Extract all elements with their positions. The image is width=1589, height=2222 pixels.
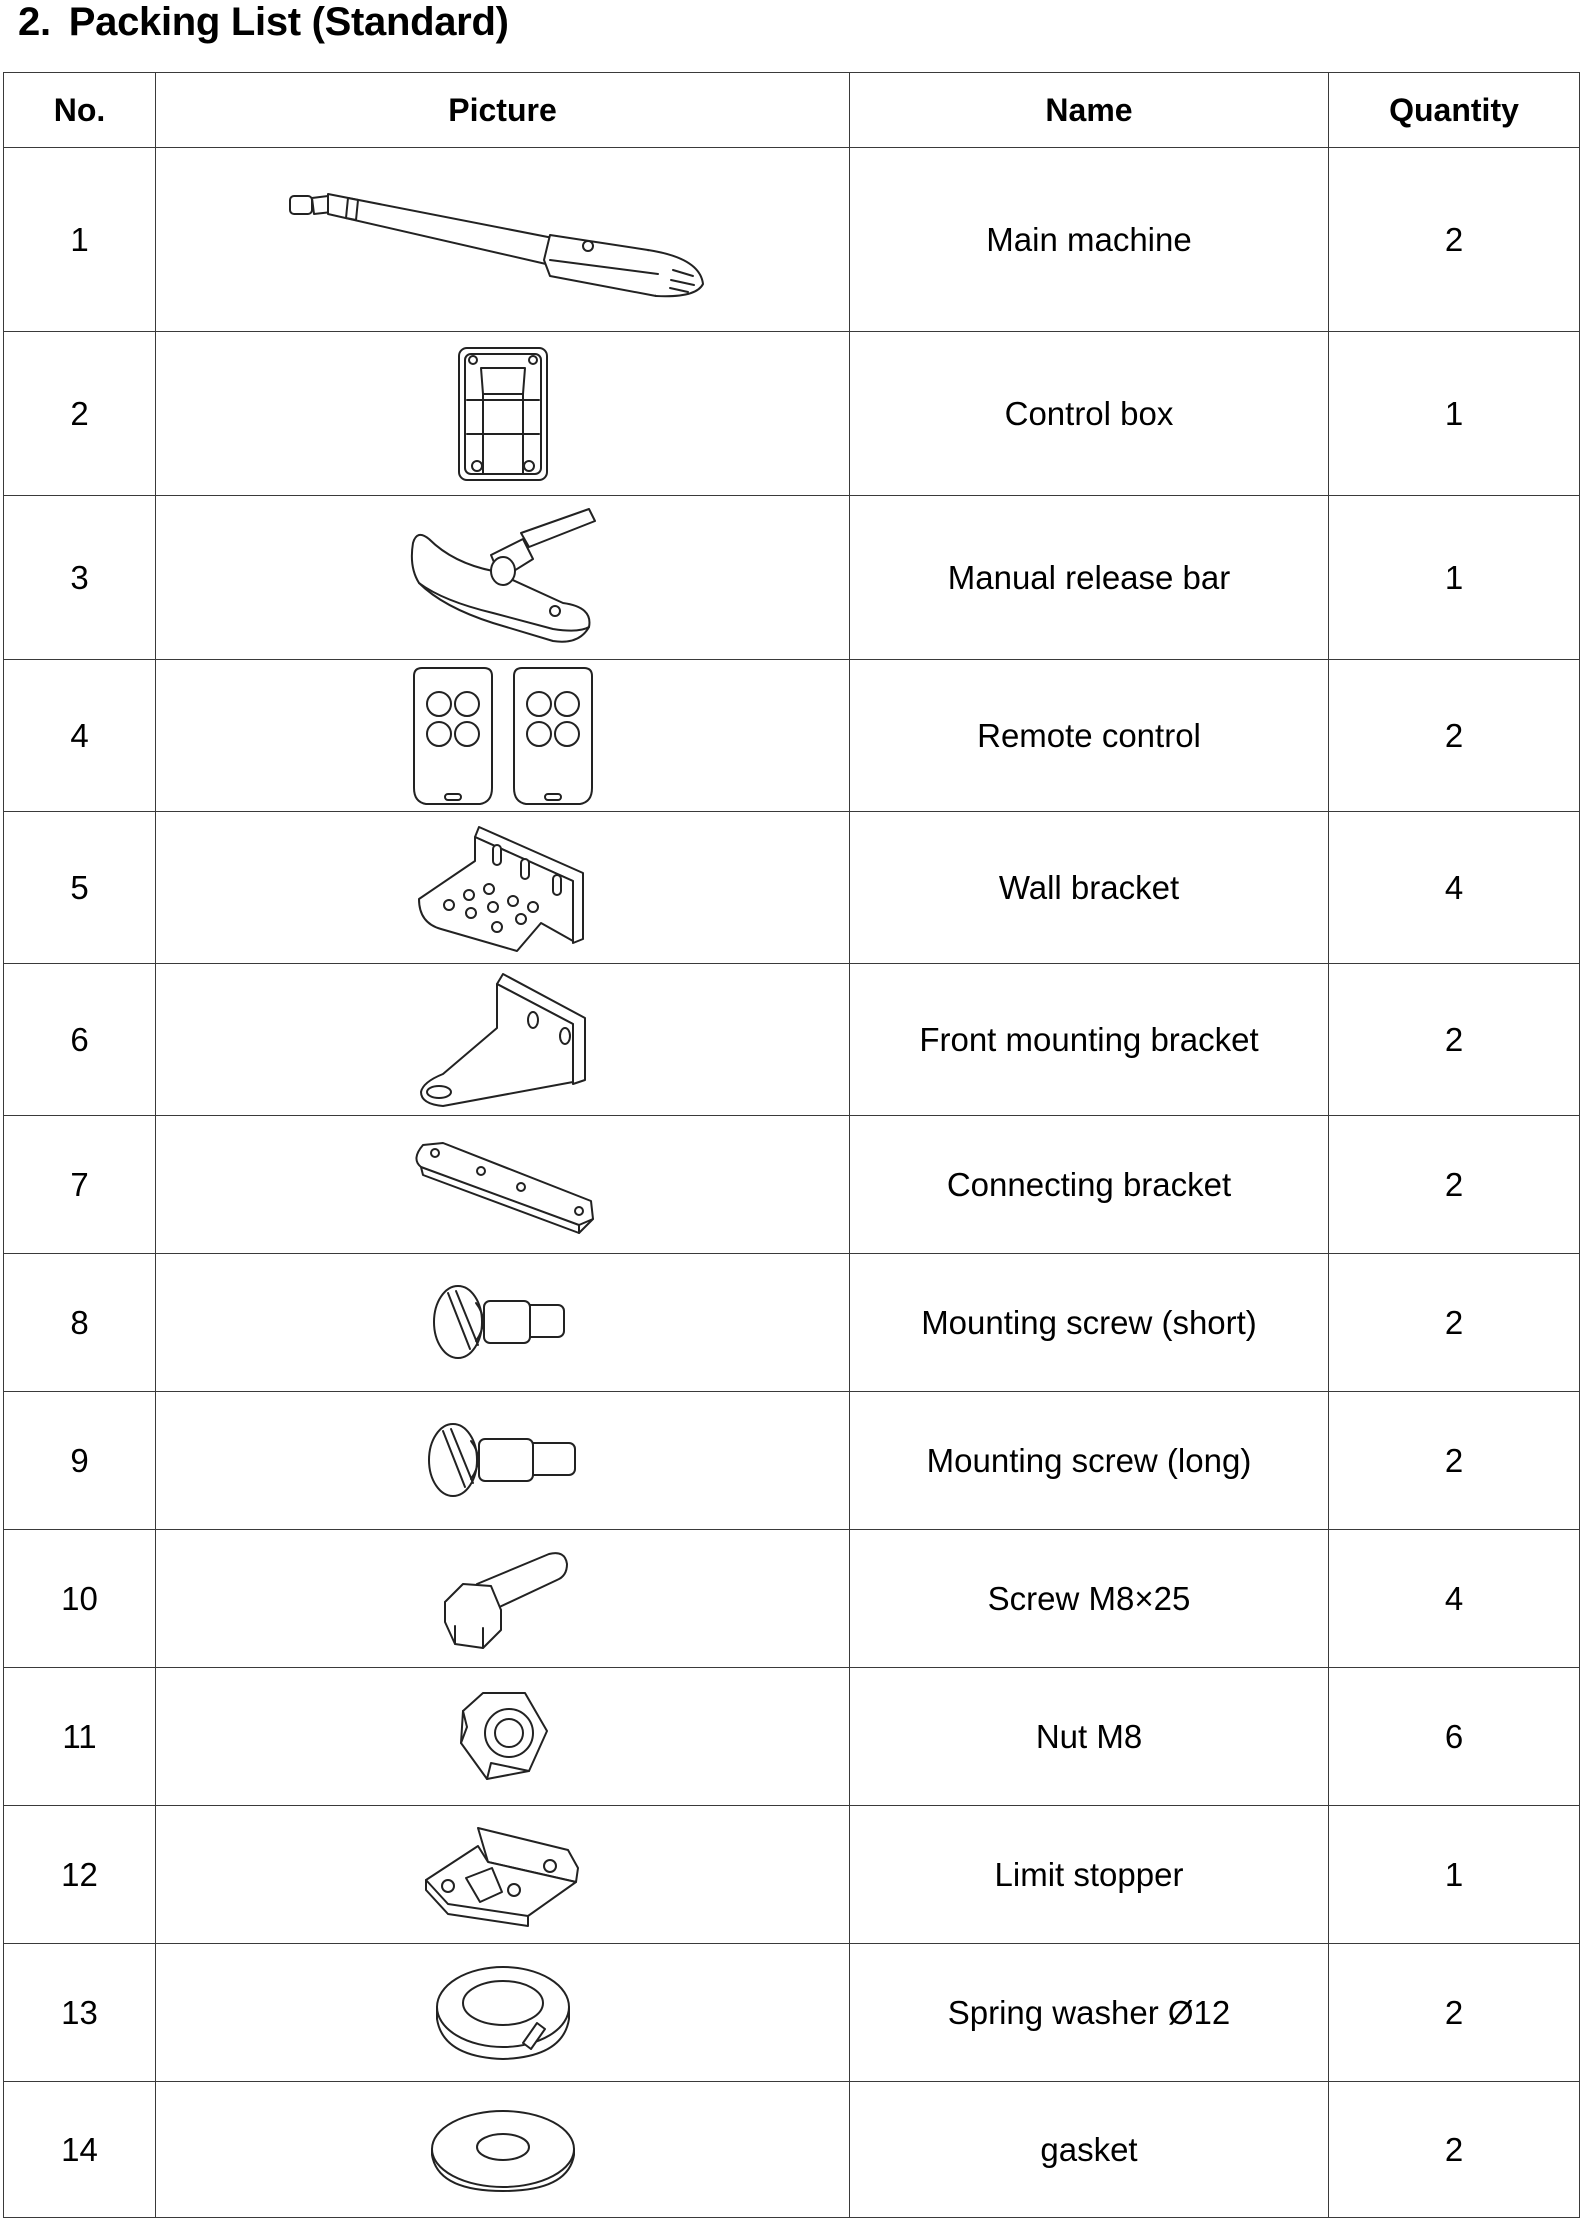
item-name: Control box: [850, 332, 1329, 496]
item-quantity: 2: [1329, 1944, 1580, 2082]
item-picture: [156, 812, 850, 964]
item-name: Connecting bracket: [850, 1116, 1329, 1254]
item-number: 6: [4, 964, 156, 1116]
column-header-no: No.: [4, 73, 156, 148]
item-picture: [156, 2082, 850, 2218]
table-row: [4, 812, 1580, 964]
item-name: Front mounting bracket: [850, 964, 1329, 1116]
item-quantity: 4: [1329, 812, 1580, 964]
item-name: Limit stopper: [850, 1806, 1329, 1944]
control-box-icon: [453, 344, 553, 484]
table-row: [4, 496, 1580, 660]
item-number: 3: [4, 496, 156, 660]
item-number: 5: [4, 812, 156, 964]
item-quantity: 2: [1329, 660, 1580, 812]
item-number: 4: [4, 660, 156, 812]
section-title: Packing List (Standard): [68, 0, 509, 44]
column-header-quantity: Quantity: [1329, 73, 1580, 148]
table-row: [4, 1944, 1580, 2082]
item-quantity: 4: [1329, 1530, 1580, 1668]
item-name: Manual release bar: [850, 496, 1329, 660]
item-number: 14: [4, 2082, 156, 2218]
item-name: Nut M8: [850, 1668, 1329, 1806]
item-quantity: 1: [1329, 496, 1580, 660]
table-row: [4, 1116, 1580, 1254]
table-row: [4, 660, 1580, 812]
item-number: 8: [4, 1254, 156, 1392]
front-bracket-icon: [413, 970, 593, 1110]
long-screw-icon: [423, 1421, 583, 1501]
item-quantity: 2: [1329, 964, 1580, 1116]
page-heading: [18, 0, 509, 45]
item-number: 2: [4, 332, 156, 496]
remote-control-icon: [408, 664, 598, 808]
spring-washer-icon: [433, 1963, 573, 2063]
item-picture: [156, 332, 850, 496]
item-name: Remote control: [850, 660, 1329, 812]
release-bar-icon: [403, 503, 603, 653]
item-number: 7: [4, 1116, 156, 1254]
gasket-icon: [428, 2105, 578, 2195]
hex-nut-icon: [453, 1687, 553, 1787]
item-quantity: 2: [1329, 1116, 1580, 1254]
column-header-name: Name: [850, 73, 1329, 148]
item-quantity: 2: [1329, 1254, 1580, 1392]
item-name: gasket: [850, 2082, 1329, 2218]
item-quantity: 2: [1329, 2082, 1580, 2218]
item-picture: [156, 1530, 850, 1668]
table-row: [4, 1392, 1580, 1530]
wall-bracket-icon: [413, 823, 593, 953]
item-picture: [156, 1392, 850, 1530]
item-quantity: 6: [1329, 1668, 1580, 1806]
item-quantity: 2: [1329, 1392, 1580, 1530]
item-picture: [156, 148, 850, 332]
table-row: [4, 1254, 1580, 1392]
short-screw-icon: [428, 1283, 578, 1363]
table-row: [4, 148, 1580, 332]
item-quantity: 1: [1329, 1806, 1580, 1944]
item-quantity: 1: [1329, 332, 1580, 496]
table-row: [4, 332, 1580, 496]
item-picture: [156, 496, 850, 660]
table-row: [4, 1668, 1580, 1806]
item-number: 12: [4, 1806, 156, 1944]
item-picture: [156, 1944, 850, 2082]
item-number: 10: [4, 1530, 156, 1668]
table-row: [4, 1530, 1580, 1668]
item-picture: [156, 660, 850, 812]
item-number: 1: [4, 148, 156, 332]
table-row: [4, 2082, 1580, 2218]
item-name: Wall bracket: [850, 812, 1329, 964]
limit-stopper-icon: [418, 1820, 588, 1930]
item-name: Screw M8×25: [850, 1530, 1329, 1668]
table-header-row: [4, 73, 1580, 148]
item-number: 9: [4, 1392, 156, 1530]
item-picture: [156, 1116, 850, 1254]
item-name: Spring washer Ø12: [850, 1944, 1329, 2082]
item-picture: [156, 1668, 850, 1806]
hex-bolt-icon: [433, 1544, 573, 1654]
item-picture: [156, 1806, 850, 1944]
packing-list-table: [3, 72, 1580, 2218]
main-machine-icon: [288, 180, 718, 300]
item-name: Mounting screw (short): [850, 1254, 1329, 1392]
item-name: Main machine: [850, 148, 1329, 332]
item-picture: [156, 964, 850, 1116]
table-row: [4, 964, 1580, 1116]
item-name: Mounting screw (long): [850, 1392, 1329, 1530]
item-number: 13: [4, 1944, 156, 2082]
section-number: 2.: [18, 0, 51, 44]
connecting-bracket-icon: [403, 1135, 603, 1235]
item-picture: [156, 1254, 850, 1392]
column-header-picture: Picture: [156, 73, 850, 148]
table-row: [4, 1806, 1580, 1944]
item-quantity: 2: [1329, 148, 1580, 332]
item-number: 11: [4, 1668, 156, 1806]
